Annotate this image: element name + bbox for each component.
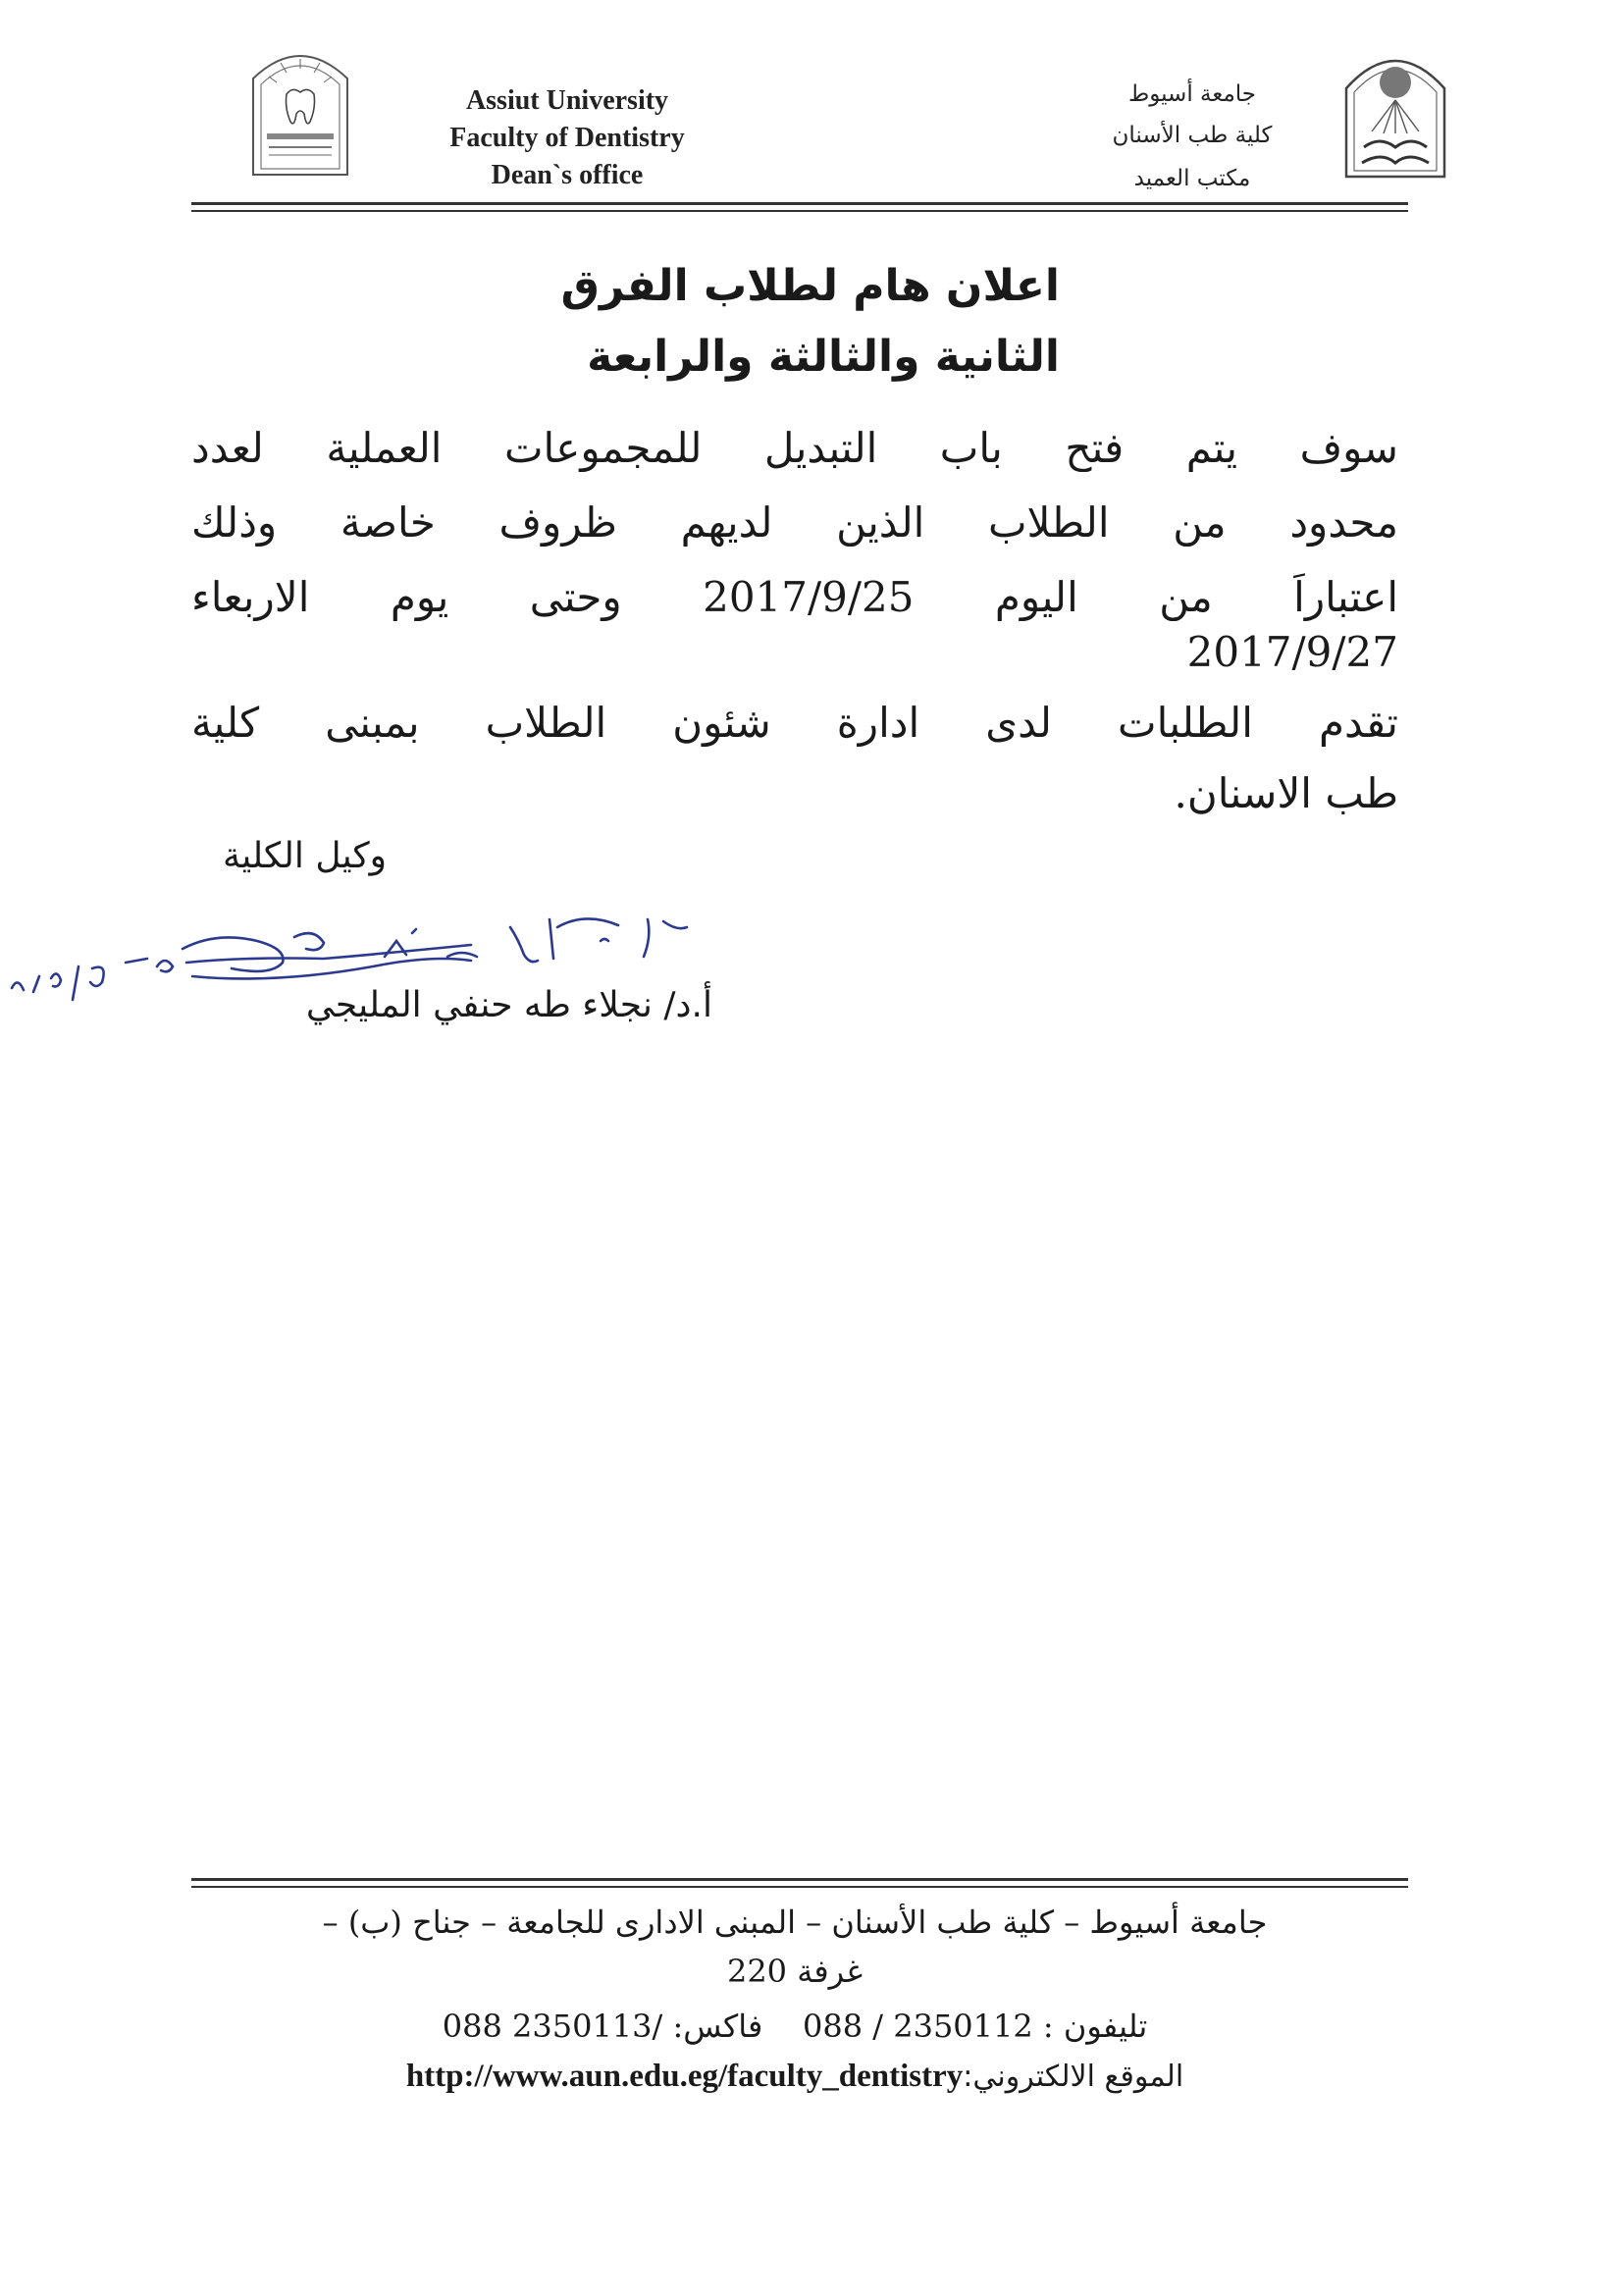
announcement-subtitle: الثانية والثالثة والرابعة xyxy=(587,332,1060,382)
header-faculty-name: Faculty of Dentistry xyxy=(449,123,685,153)
footer-website xyxy=(191,2059,1398,2095)
footer-website-label: الموقع الالكتروني: xyxy=(963,2060,1184,2094)
footer-address: جامعة أسيوط – كلية طب الأسنان – المبنى الادارى للجامعة – جناح (ب) – xyxy=(322,1904,1268,1941)
body-date: 2017/9/27 xyxy=(1186,628,1398,676)
header-university-name-ar: جامعة أسيوط xyxy=(1127,81,1257,107)
footer-divider-thin xyxy=(191,1886,1408,1888)
footer-room: غرفة 220 xyxy=(726,1953,864,1990)
header-divider xyxy=(191,202,1408,205)
footer-contact xyxy=(191,2008,1398,2045)
signatory-role: وكيل الكلية xyxy=(222,836,387,876)
footer-fax-label: فاكس: xyxy=(672,2008,763,2045)
body-line-2: محدود من الطلاب الذين لديهم ظروف خاصة وذلك xyxy=(191,498,1398,547)
university-emblem-logo xyxy=(1342,41,1448,179)
footer-divider xyxy=(191,1878,1408,1881)
footer-phone: 2350112 / 088 xyxy=(803,2008,1033,2045)
faculty-emblem-logo xyxy=(247,39,353,177)
announcement-title: اعلان هام لطلاب الفرق xyxy=(560,261,1060,311)
header-university-name: Assiut University xyxy=(465,85,669,116)
header-office-name-ar: مكتب العميد xyxy=(1133,166,1251,191)
body-line-3: اعتباراً من اليوم 2017/9/25 وحتى يوم الاربعاء xyxy=(191,573,1398,621)
header-divider-thin xyxy=(191,210,1408,212)
body-line-5: تقدم الطلبات لدى ادارة شئون الطلاب بمبنى كلية xyxy=(191,699,1398,747)
header-office-name: Dean`s office xyxy=(491,160,644,190)
body-line-6: طب الاسنان. xyxy=(1174,769,1398,817)
footer-fax: /2350113 088 xyxy=(442,2008,663,2045)
footer-phone-label: تليفون : xyxy=(1042,2008,1148,2045)
footer-website-link[interactable]: http://www.aun.edu.eg/faculty_dentistry xyxy=(405,2059,964,2094)
body-line-1: سوف يتم فتح باب التبديل للمجموعات العملية لعدد xyxy=(191,424,1398,472)
signatory-name: أ.د/ نجلاء طه حنفي المليجي xyxy=(305,985,712,1025)
header-faculty-name-ar: كلية طب الأسنان xyxy=(1112,123,1273,148)
